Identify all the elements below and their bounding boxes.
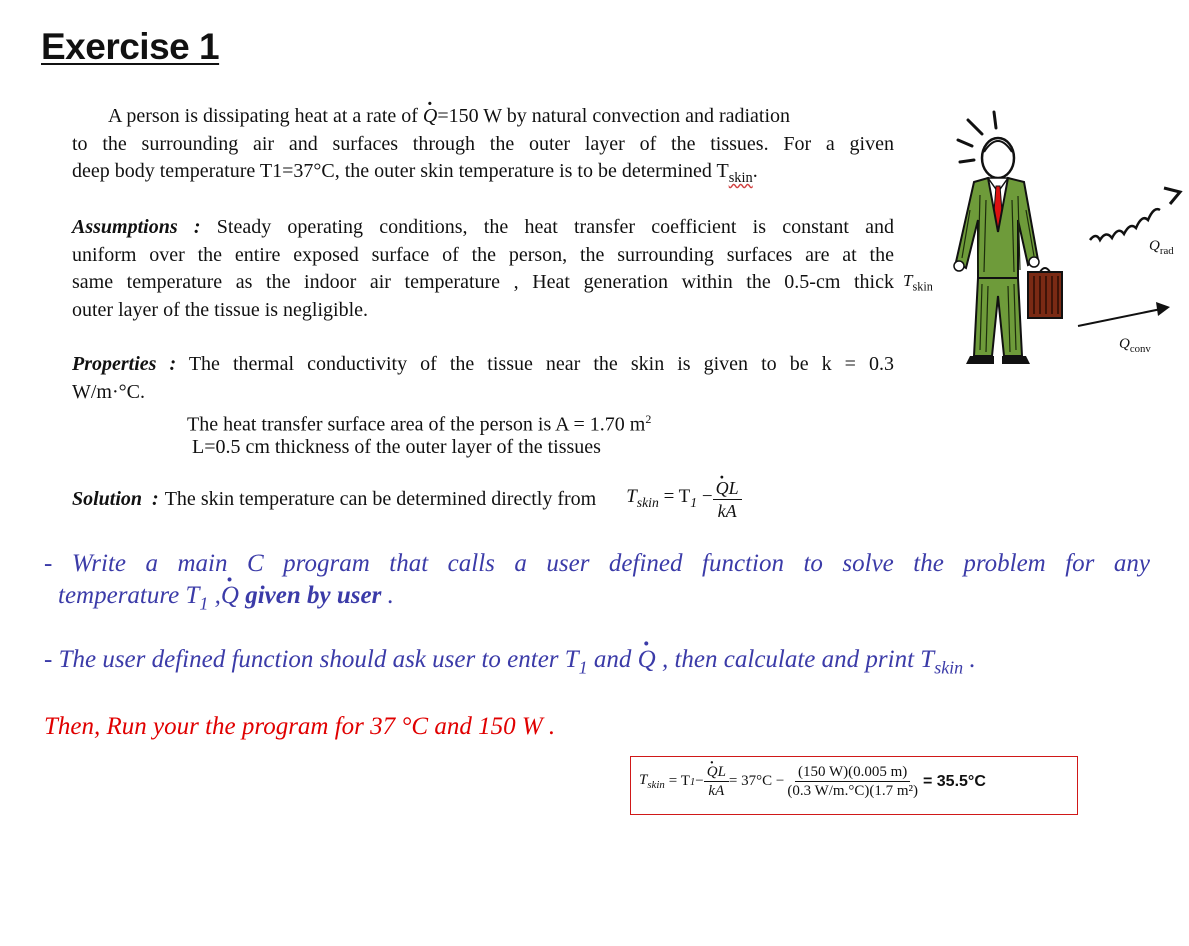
problem-line-1a: A person is dissipating heat at a rate of [108,105,418,127]
task-1-line-1: - Write a main C program that calls a user defined function to solve the problem for any [44,550,1150,577]
task-2: - The user defined function should ask user to enter $T_1$ and · Q , then calculate and print $T_{skin}$ . [44,646,976,678]
q-dot-symbol: · Q [221,580,239,612]
problem-line-3-end: . [752,160,758,182]
task-1: - Write a main C program that calls a user defined function to solve the problem for any temperature $T_1$ ,· Q given by user . [44,548,1150,619]
solution-colon: : [152,487,159,510]
stress-line [968,120,982,134]
q-dot-symbol: · Q [638,646,656,674]
task-1-line-2: temperature T [58,582,200,609]
problem-line-3: deep body temperature T1=37°C, the outer skin temperature is to be determined T [72,160,729,182]
q-dot-symbol: · Q [423,103,437,131]
t-skin-subscript: skin [728,170,753,187]
answer-step-2: = 37°C − [728,773,785,789]
task-3: Then, Run your the program for 37 °C and 150 W . [44,713,556,740]
solution-equation: $T_{skin} = T_1$ − [626,485,713,510]
given-by-user: given by user [238,582,382,609]
thickness-line: L=0.5 cm thickness of the outer layer of the tissues [192,436,601,458]
briefcase [1028,272,1062,318]
problem-line-2: to the surrounding air and surfaces through the outer layer of the tissues. For a given [72,132,894,155]
problem-line-1b: =150 W by natural convection and radiation [437,105,791,127]
shoe [1002,356,1030,364]
stress-line [958,140,972,146]
answer-result: = 35.5°C [922,772,986,790]
solution-label: Solution [72,487,143,510]
answer-lhs: $T_{skin}$ [639,772,665,791]
area-text: The heat transfer surface area of the person is A = 1.70 m [187,413,646,436]
assumptions-line-1: Steady operating conditions, the heat transfer coefficient is constant and [216,216,895,238]
head [982,138,1014,178]
radiation-arrow [1090,209,1160,240]
properties [72,351,894,406]
convection-arrowhead [1156,302,1170,316]
person-illustration [900,100,1185,370]
radiation-arrowhead [1164,188,1180,204]
properties-line-1: The thermal conductivity of the tissue near the skin is given to be k = 0.3 [188,353,894,375]
q-rad-label: $Q_{rad}$ [1149,238,1174,257]
hand [1029,257,1039,267]
t-skin-label: $T_{skin}$ [903,271,933,294]
answer-fraction-2: $\frac{(150 W)(0.005 m)}{\text{(0.3 W/m.°C)(1.7 m²)}}$ [787,764,918,799]
properties-line-2: W/m·°C. [72,380,145,403]
q-conv-label: $Q_{conv}$ [1119,336,1151,355]
shoe [966,356,994,364]
assumptions-line-3: same temperature as the indoor air temperature , Heat generation within the 0.5-cm thick [72,271,894,293]
solution [72,477,742,522]
convection-arrow [1078,308,1166,326]
stress-line [960,160,974,162]
assumptions-line-4: outer layer of the tissue is negligible. [72,298,369,321]
solution-text: The skin temperature can be determined directly from [164,487,597,510]
stress-line [994,112,996,128]
assumptions-label: Assumptions : [72,216,201,238]
page-title: Exercise 1 [41,26,220,67]
answer-box: $T_{skin}$ = T 1 − · $\frac{QL}{kA}$ = 37°C − $\frac{(150 W)(0.005 m)}{\text{(0.3 W/m.°C)(1.7 m²)}}$ = 35.5°C [630,756,1078,815]
assumptions-line-2: uniform over the entire exposed surface of the person, the surrounding surfaces are at the [72,243,894,266]
solution-fraction: · $\frac{QL}{kA}$ [713,477,742,522]
problem-statement [72,103,894,193]
hand [954,261,964,271]
properties-label: Properties : [72,353,177,375]
area-superscript: 2 [645,412,652,426]
answer-fraction-1: · $\frac{QL}{kA}$ [704,763,729,800]
assumptions [72,214,894,324]
